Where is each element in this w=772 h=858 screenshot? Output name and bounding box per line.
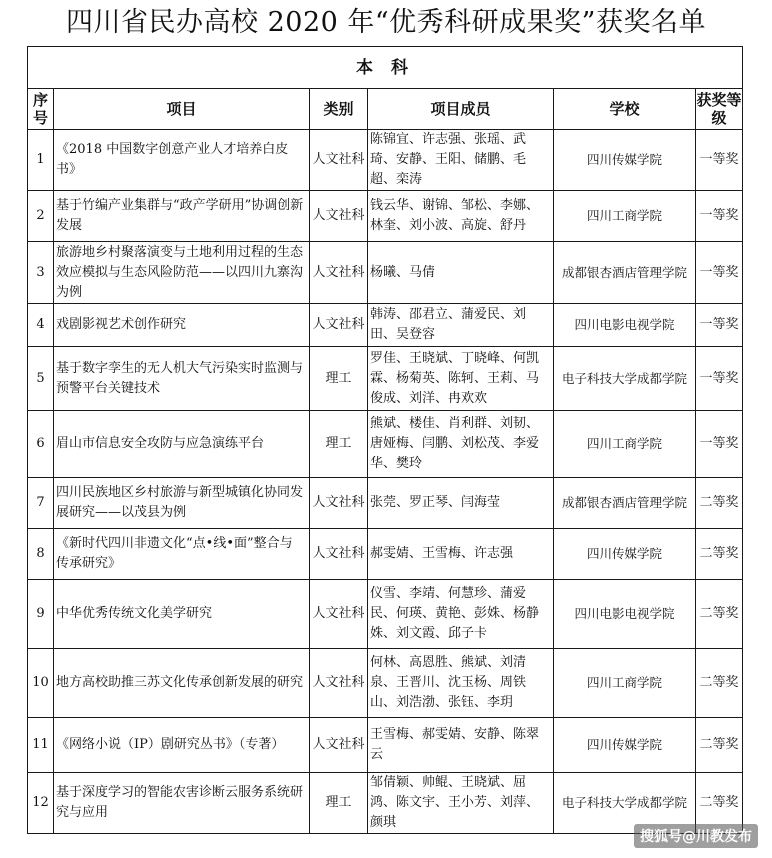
header-school: 学校 [554, 89, 696, 130]
cell-members: 钱云华、谢锦、邹松、李娜、林奎、刘小波、高旋、舒丹 [368, 191, 554, 242]
cell-school: 电子科技大学成都学院 [554, 347, 696, 411]
cell-members: 韩涛、邵君立、蒲爱民、刘田、吴登容 [368, 304, 554, 347]
header-no: 序号 [28, 89, 54, 130]
cell-no: 4 [28, 304, 54, 347]
cell-school: 四川工商学院 [554, 411, 696, 478]
cell-category: 人文社科 [310, 191, 368, 242]
cell-members: 王雪梅、郝雯婧、安静、陈翠云 [368, 718, 554, 773]
cell-school: 四川传媒学院 [554, 529, 696, 580]
cell-no: 10 [28, 649, 54, 718]
cell-school: 成都银杏酒店管理学院 [554, 242, 696, 304]
cell-no: 11 [28, 718, 54, 773]
table-row [28, 304, 743, 347]
cell-school: 电子科技大学成都学院 [554, 773, 696, 834]
table-row [28, 191, 743, 242]
cell-category: 人文社科 [310, 529, 368, 580]
cell-level: 二等奖 [696, 529, 743, 580]
cell-project: 基于竹编产业集群与“政产学研用”协调创新发展 [54, 191, 310, 242]
cell-level: 二等奖 [696, 649, 743, 718]
table-row [28, 478, 743, 529]
header-level: 获奖等级 [696, 89, 743, 130]
cell-school: 四川工商学院 [554, 649, 696, 718]
watermark: 搜狐号@川教发布 [634, 824, 758, 848]
table-row [28, 529, 743, 580]
cell-no: 8 [28, 529, 54, 580]
cell-no: 2 [28, 191, 54, 242]
table-row [28, 718, 743, 773]
cell-no: 7 [28, 478, 54, 529]
cell-project: 《网络小说（IP）剧研究丛书》（专著） [54, 718, 310, 773]
cell-no: 6 [28, 411, 54, 478]
table-row [28, 580, 743, 649]
cell-level: 一等奖 [696, 304, 743, 347]
cell-project: 基于深度学习的智能农害诊断云服务系统研究与应用 [54, 773, 310, 834]
cell-level: 一等奖 [696, 411, 743, 478]
table-row [28, 411, 743, 478]
cell-category: 人文社科 [310, 304, 368, 347]
cell-project: 《新时代四川非遗文化“点•线•面”整合与 传承研究》 [54, 529, 310, 580]
table-row [28, 347, 743, 411]
cell-category: 理工 [310, 773, 368, 834]
cell-category: 人文社科 [310, 718, 368, 773]
cell-members: 张莞、罗正琴、闫海莹 [368, 478, 554, 529]
cell-members: 陈锦宜、许志强、张瑶、武琦、安静、王阳、储鹏、毛超、栾涛 [368, 130, 554, 191]
cell-category: 人文社科 [310, 130, 368, 191]
header-category: 类别 [310, 89, 368, 130]
cell-level: 一等奖 [696, 130, 743, 191]
cell-members: 何林、高恩胜、熊斌、刘清泉、王晋川、沈玉杨、周铁山、刘浩渤、张钰、李玥 [368, 649, 554, 718]
table-row [28, 649, 743, 718]
table-row [28, 242, 743, 304]
cell-project: 地方高校助推三苏文化传承创新发展的研究 [54, 649, 310, 718]
cell-level: 二等奖 [696, 773, 743, 834]
cell-project: 戏剧影视艺术创作研究 [54, 304, 310, 347]
cell-project: 四川民族地区乡村旅游与新型城镇化协同发展研究——以茂县为例 [54, 478, 310, 529]
cell-category: 理工 [310, 411, 368, 478]
cell-no: 5 [28, 347, 54, 411]
cell-members: 郝雯婧、王雪梅、许志强 [368, 529, 554, 580]
section-title: 本 科 [28, 47, 743, 89]
cell-category: 人文社科 [310, 580, 368, 649]
cell-school: 四川传媒学院 [554, 718, 696, 773]
cell-category: 人文社科 [310, 478, 368, 529]
cell-members: 仪雪、李靖、何慧珍、蒲爱民、何瑛、黄艳、彭姝、杨静姝、刘文霞、邱子卡 [368, 580, 554, 649]
cell-category: 人文社科 [310, 649, 368, 718]
cell-level: 二等奖 [696, 718, 743, 773]
cell-no: 3 [28, 242, 54, 304]
cell-category: 理工 [310, 347, 368, 411]
cell-members: 熊斌、楼佳、肖利群、刘韧、唐娅梅、闫鹏、刘松茂、李爱华、樊玲 [368, 411, 554, 478]
cell-level: 一等奖 [696, 191, 743, 242]
cell-project: 中华优秀传统文化美学研究 [54, 580, 310, 649]
cell-level: 二等奖 [696, 580, 743, 649]
cell-level: 二等奖 [696, 478, 743, 529]
cell-no: 1 [28, 130, 54, 191]
header-project: 项目 [54, 89, 310, 130]
awards-table-body [28, 47, 743, 834]
awards-table [27, 46, 743, 834]
cell-level: 一等奖 [696, 347, 743, 411]
cell-no: 9 [28, 580, 54, 649]
cell-school: 四川电影电视学院 [554, 580, 696, 649]
cell-school: 四川工商学院 [554, 191, 696, 242]
cell-school: 成都银杏酒店管理学院 [554, 478, 696, 529]
cell-school: 四川电影电视学院 [554, 304, 696, 347]
cell-project: 《2018 中国数字创意产业人才培养白皮书》 [54, 130, 310, 191]
cell-category: 人文社科 [310, 242, 368, 304]
cell-members: 杨曦、马倩 [368, 242, 554, 304]
cell-members: 罗佳、王晓斌、丁晓峰、何凯霖、杨菊英、陈轲、王莉、马俊成、刘洋、冉欢欢 [368, 347, 554, 411]
page-title: 四川省民办高校 2020 年“优秀科研成果奖”获奖名单 [66, 7, 706, 38]
cell-school: 四川传媒学院 [554, 130, 696, 191]
cell-project: 基于数字孪生的无人机大气污染实时监测与预警平台关键技术 [54, 347, 310, 411]
section-row [28, 47, 743, 89]
header-row [28, 89, 743, 130]
header-members: 项目成员 [368, 89, 554, 130]
table-row [28, 130, 743, 191]
cell-level: 一等奖 [696, 242, 743, 304]
cell-project: 旅游地乡村聚落演变与土地利用过程的生态效应模拟与生态风险防范——以四川九寨沟为例 [54, 242, 310, 304]
cell-project: 眉山市信息安全攻防与应急演练平台 [54, 411, 310, 478]
cell-members: 邹倩颖、帅鲲、王晓斌、屈鸿、陈文宇、王小芳、刘萍、颜琪 [368, 773, 554, 834]
cell-no: 12 [28, 773, 54, 834]
